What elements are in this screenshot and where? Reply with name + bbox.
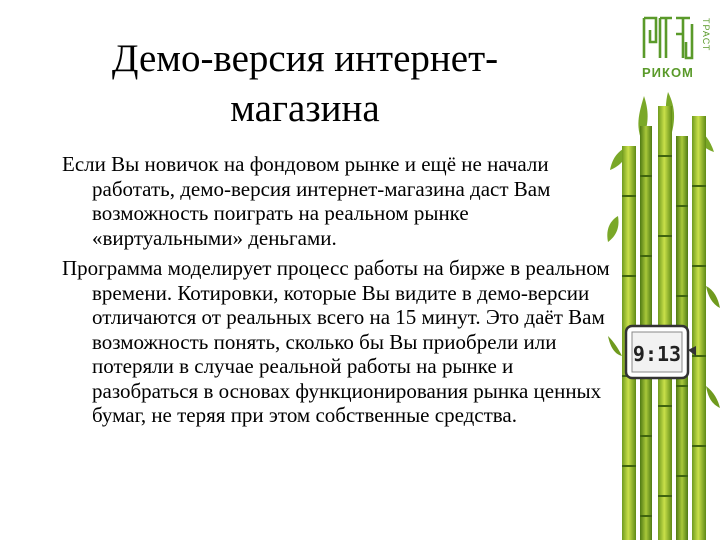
paragraph-program: Программа моделирует процесс работы на бирже в реальном времени. Котировки, которые Вы видите в демо-версии отличаются от реальных всего на 15 минут. Это даёт Вам возможность понять, сколько бы Вы приобрели или потеряли в случае реальной работы на рынке и разобраться в основах функционирования рынка ценных бумаг, не теряя при этом собственные средства. (62, 256, 610, 427)
clock-icon (622, 322, 700, 382)
brand-vertical-text: ТРАСТ (701, 18, 711, 52)
slide-body (62, 152, 622, 434)
slide-title: Демо-версия интернет-магазина (111, 37, 499, 130)
rikom-trust-logo (640, 14, 711, 84)
brand-name: РИКОМ (642, 65, 694, 80)
bamboo-decoration (608, 86, 720, 540)
paragraph-newcomer: Если Вы новичок на фондовом рынке и ещё не начали работать, демо-версия интернет-магазина даст Вам возможность поиграть на реальном рынке «виртуальными» деньгами. (62, 152, 551, 250)
clock-digits: 9:13 (632, 342, 682, 366)
